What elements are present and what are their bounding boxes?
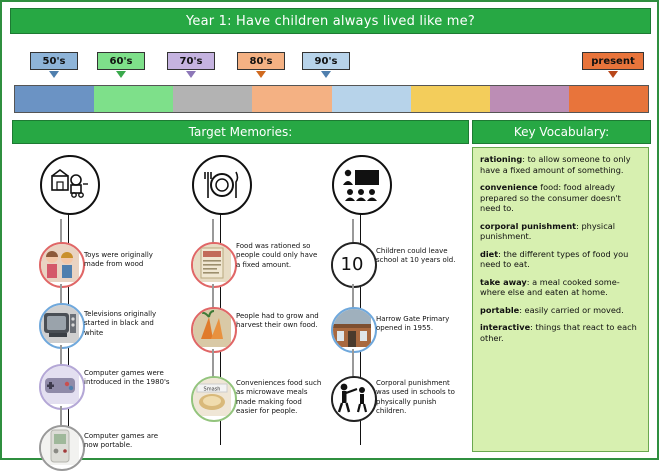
vocab-entry: [480, 277, 641, 298]
memory-caption: Corporal punishment was used in schools to physically punish children.: [376, 379, 455, 416]
decade-label-present: [582, 52, 644, 70]
vocab-term: diet: [480, 248, 499, 259]
vocab-entry: [480, 182, 641, 214]
memory-caption: Food was rationed so people could only have a fixed amount.: [236, 242, 318, 269]
connector: [60, 219, 62, 243]
vocab-definition: : the different types of food you need to eat.: [480, 248, 629, 269]
connector: [212, 219, 214, 243]
memory-caption: Computer games are now portable.: [84, 432, 159, 450]
vocab-entry: [480, 305, 641, 316]
vocab-definition: : a meal cooked some-where else and eaten at home.: [480, 276, 620, 297]
timeline-segment-2: [94, 86, 173, 112]
decade-timeline: [14, 85, 649, 113]
vocab-definition: : to allow someone to only have a fixed amount of something.: [480, 154, 631, 175]
decade-arrow-90s: [321, 71, 331, 78]
decade-label-80s: [237, 52, 285, 70]
vocab-term: corporal punishment: [480, 220, 577, 231]
computer-game-photo: [39, 364, 85, 410]
target-memories-header: [12, 120, 469, 144]
target-memories-panel: [12, 147, 467, 452]
key-vocabulary-header: [472, 120, 651, 144]
vocab-entry: [480, 221, 641, 242]
vocab-entry: [480, 249, 641, 270]
vocab-term: take away: [480, 276, 527, 287]
header-text: Key Vocabulary:: [513, 125, 610, 139]
memory-caption: Toys were originally made from wood: [84, 251, 153, 269]
vocab-definition: food: food already prepared so the consumer doesn't need to.: [480, 182, 621, 213]
vocab-term: portable: [480, 304, 520, 315]
timeline-segment-6: [411, 86, 490, 112]
memory-caption: People had to grow and harvest their own food.: [236, 312, 319, 330]
food-plate-icon: [192, 155, 252, 215]
vocab-term: interactive: [480, 322, 531, 332]
memory-caption: Harrow Gate Primary opened in 1955.: [376, 315, 450, 333]
connector: [212, 349, 214, 377]
decade-arrow-50s: [49, 71, 59, 78]
decade-label-60s: [97, 52, 145, 70]
decade-label-text: 90's: [314, 55, 338, 67]
key-vocabulary-panel: [472, 147, 649, 452]
carrots-photo: [191, 307, 237, 353]
connector: [212, 284, 214, 308]
decade-arrow-present: [608, 71, 618, 78]
memory-caption: Televisions originally started in black and white: [84, 310, 157, 337]
decade-label-text: 60's: [109, 55, 133, 67]
connector: [352, 219, 354, 243]
ration-book-photo: [191, 242, 237, 288]
connector: [60, 345, 62, 365]
vocab-entry: [480, 322, 641, 343]
decade-arrow-80s: [256, 71, 266, 78]
decade-arrow-60s: [116, 71, 126, 78]
number-ten-icon: [331, 242, 377, 288]
vocab-definition: : things that react to each other.: [480, 322, 637, 343]
timeline-segment-3: [173, 86, 252, 112]
connector: [60, 406, 62, 426]
decade-label-text: present: [591, 55, 635, 67]
timeline-segment-1: [15, 86, 94, 112]
television-photo: [39, 303, 85, 349]
microwave-meal-photo: [191, 376, 237, 422]
memory-caption: Computer games were introduced in the 1980's: [84, 369, 170, 387]
timeline-segment-5: [332, 86, 411, 112]
memory-caption: Children could leave school at 10 years old.: [376, 247, 456, 265]
timeline-segment-7: [490, 86, 569, 112]
vocab-definition: : easily carried or moved.: [519, 304, 624, 315]
vocab-term: rationing: [480, 154, 523, 164]
connector: [60, 284, 62, 304]
classroom-teacher-icon: [332, 155, 392, 215]
memory-column-food: [172, 147, 322, 452]
handheld-console-photo: [39, 425, 85, 471]
corporal-punishment-icon: [331, 376, 377, 422]
harrow-gate-school-photo: [331, 307, 377, 353]
memory-column-school: [312, 147, 462, 452]
header-text: Target Memories:: [188, 125, 293, 139]
svg-text:10: 10: [340, 254, 364, 275]
timeline-segment-4: [252, 86, 331, 112]
svg-text:Smash: Smash: [203, 386, 221, 393]
timeline-segment-8: [569, 86, 648, 112]
memory-caption: Conveniences food such as microwave meals made making food easier for people.: [236, 379, 322, 416]
toys-icon: [40, 155, 100, 215]
decade-label-text: 50's: [42, 55, 66, 67]
decade-label-text: 70's: [179, 55, 203, 67]
page-title: Year 1: Have children always lived like me?: [10, 8, 651, 34]
memory-column-toys: [20, 147, 170, 452]
decade-label-90s: [302, 52, 350, 70]
vocab-entry: [480, 154, 641, 175]
vocab-definition: : physical punishment.: [480, 220, 616, 241]
connector: [352, 349, 354, 377]
decade-label-70s: [167, 52, 215, 70]
decade-label-50s: [30, 52, 78, 70]
vocab-term: convenience: [480, 182, 538, 192]
dolls-photo: [39, 242, 85, 288]
connector: [352, 284, 354, 308]
decade-label-text: 80's: [249, 55, 273, 67]
decade-arrow-70s: [186, 71, 196, 78]
